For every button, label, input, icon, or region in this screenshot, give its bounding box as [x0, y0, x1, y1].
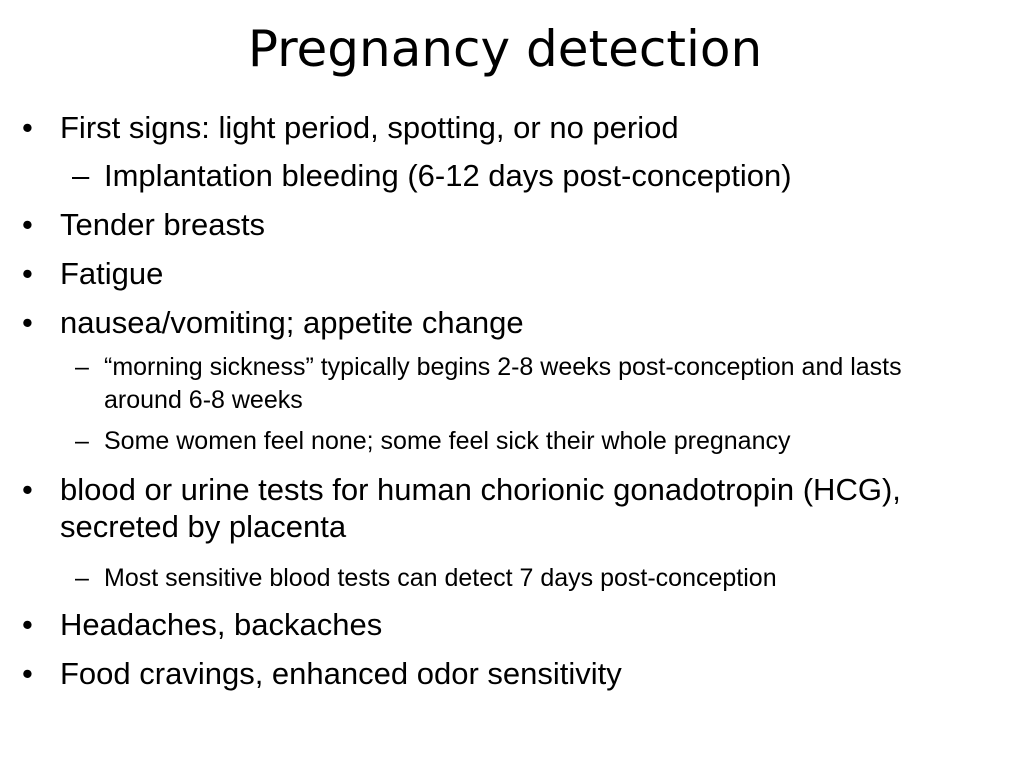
- sub-bullet-item: [72, 158, 792, 193]
- bullet-marker: •: [22, 472, 33, 507]
- dash-marker: –: [75, 564, 89, 592]
- bullet-marker: •: [22, 110, 33, 145]
- bullet-item: [22, 607, 383, 642]
- bullet-marker: •: [22, 256, 33, 291]
- bullet-item: [22, 471, 960, 545]
- bullet-marker: •: [22, 656, 33, 691]
- bullet-text: Fatigue: [60, 256, 164, 291]
- sub-bullet-item: [75, 425, 791, 458]
- dash-marker: –: [72, 158, 90, 193]
- bullet-marker: •: [22, 607, 33, 642]
- bullet-item: [22, 256, 164, 291]
- dash-marker: –: [75, 427, 89, 455]
- dash-marker: –: [75, 353, 89, 381]
- sub-bullet-text: Most sensitive blood tests can detect 7 days post-conception: [104, 564, 777, 592]
- bullet-text: First signs: light period, spotting, or no period: [60, 110, 679, 145]
- slide-title: Pregnancy detection: [247, 20, 763, 78]
- sub-bullet-text: Some women feel none; some feel sick their whole pregnancy: [104, 427, 791, 455]
- bullet-item: [22, 110, 679, 145]
- bullet-text: Tender breasts: [60, 207, 266, 242]
- bullet-item: [22, 207, 266, 242]
- bullet-text: blood or urine tests for human chorionic gonadotropin (HCG), secreted by placenta: [60, 472, 901, 544]
- bullet-item: [22, 305, 524, 340]
- bullet-text: Food cravings, enhanced odor sensitivity: [60, 656, 622, 691]
- bullet-text: nausea/vomiting; appetite change: [60, 305, 524, 340]
- bullet-text: Headaches, backaches: [60, 607, 383, 642]
- bullet-item: [22, 656, 622, 691]
- sub-bullet-item: [75, 562, 777, 595]
- sub-bullet-text: “morning sickness” typically begins 2-8 weeks post-conception and lasts around 6-8 weeks: [104, 353, 902, 414]
- sub-bullet-text: Implantation bleeding (6-12 days post-conception): [104, 158, 792, 193]
- sub-bullet-item: [75, 351, 984, 417]
- bullet-marker: •: [22, 207, 33, 242]
- bullet-marker: •: [22, 305, 33, 340]
